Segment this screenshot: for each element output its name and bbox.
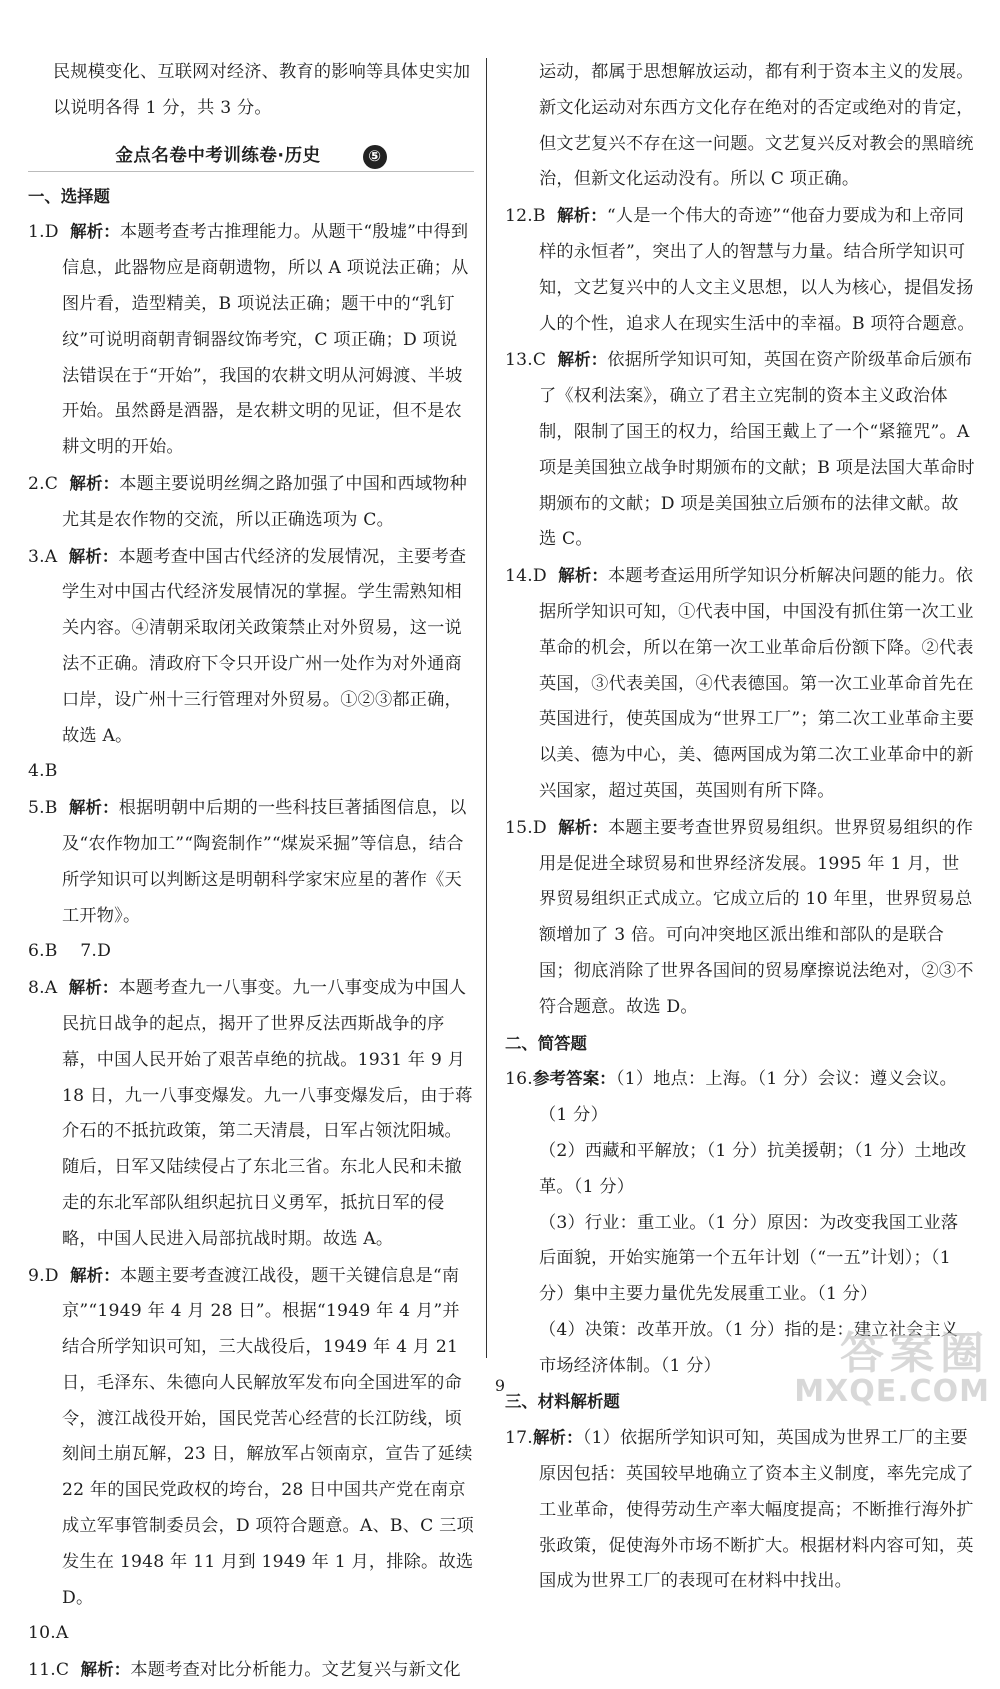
watermark-logo (794, 1328, 990, 1409)
answer-16: 16.参考答案：（1）地点：上海。（1 分）会议：遵义会议。（1 分） (505, 1069, 957, 1126)
section-heading-material: 三、材料解析题 (505, 1392, 620, 1412)
answer-6-7: 6.B 7.D (28, 941, 112, 962)
answer-14: 14.D 解析：本题考查运用所学知识分析解决问题的能力。依据所学知识可知，①代表中国，中国没有抓住第一次工业革命的机会，所以在第一次工业革命后份额下降。②代表英国，③代表美国，④代表德国。第一次工业革命首先在英国进行，使英国成为“世界工厂”；第二次工业革命主要以美、德为中心，美、德两国成为第二次工业革命中的新兴国家，超过英国，英国则有所下降。 (505, 566, 975, 801)
exam-number-badge: ⑤ (363, 145, 387, 169)
watermark-bottom-text: MXQE.COM (794, 1374, 990, 1409)
left-column (28, 55, 474, 1689)
answer-15: 15.D 解析：本题主要考查世界贸易组织。世界贸易组织的作用是促进全球贸易和世界经济发展。1995 年 1 月，世界贸易组织正式成立。它成立后的 10 年里，世界贸易总额增加了 3 倍。可向冲突地区派出维和部队的是联合国；彻底消除了世界各国间的贸易摩擦说法绝对，②③不符合题意。故选 D。 (505, 817, 974, 1017)
answer-13: 13.C 解析：依据所学知识可知，英国在资产阶级革命后颁布了《权利法案》，确立了君主立宪制的资本主义政治体制，限制了国王的权力，给国王戴上了一个“紧箍咒”。A 项是美国独立战争时期颁布的文献；B 项是法国大革命时期颁布的文献；D 项是美国独立后颁布的法律文献。故选 C。 (505, 350, 975, 550)
answer-16-part-2: （2）西藏和平解放；（1 分）抗美援朝；（1 分）土地改革。（1 分） (539, 1140, 967, 1197)
column-divider (486, 58, 487, 1358)
answer-9: 9.D 解析：本题主要考查渡江战役，题干关键信息是“南京”“1949 年 4 月 28 日”。根据“1949 年 4 月”并结合所学知识可知，三大战役后，1949 年 4 月 21 日，毛泽东、朱德向人民解放军发布向全国进军的命令，渡江战役开始，国民党苦心经营的长江防线，顷刻间土崩瓦解，23 日，解放军占领南京，宣告了延续 22 年的国民党政权的垮台，28 日中国共产党在南京成立军事管制委员会，D 项符合题意。A、B、C 三项发生在 1948 年 11 月到 1949 年 1 月，排除。故选 D。 (28, 1265, 474, 1608)
answer-2: 2.C 解析：本题主要说明丝绸之路加强了中国和西域物种尤其是农作物的交流，所以正确选项为 C。 (28, 473, 468, 530)
banner-title: 金点名卷中考训练卷·历史 (115, 145, 321, 166)
answer-3: 3.A 解析：本题考查中国古代经济的发展情况，主要考查学生对中国古代经济发展情况的掌握。学生需熟知相关内容。④清朝采取闭关政策禁止对外贸易，这一说法不正确。清政府下令只开设广州一处作为对外通商口岸，设广州十三行管理对外贸易。①②③都正确，故选 A。 (28, 546, 467, 746)
answer-4: 4.B (28, 761, 58, 782)
answer-1: 1.D 解析：本题考查考古推理能力。从题干“殷墟”中得到信息，此器物应是商朝遗物，所以 A 项说法正确；从图片看，造型精美，B 项说法正确；题干中的“乳钉纹”可说明商朝青铜器纹饰考究，C 项正确；D 项说法错误在于“开始”，我国的农耕文明从河姆渡、半坡开始。虽然爵是酒器，是农耕文明的见证，但不是农耕文明的开始。 (28, 222, 469, 458)
exam-banner (28, 135, 474, 179)
section-heading-short: 二、简答题 (505, 1033, 587, 1053)
section-heading-choice: 一、选择题 (28, 186, 110, 206)
banner-rule (28, 171, 474, 172)
answer-8: 8.A 解析：本题考查九一八事变。九一八事变成为中国人民抗日战争的起点，揭开了世界反法西斯战争的序幕，中国人民开始了艰苦卓绝的抗战。1931 年 9 月 18 日，九一八事变爆发。九一八事变爆发后，由于蒋介石的不抵抗政策，第二天清晨，日军占领沈阳城。随后，日军又陆续侵占了东北三省。东北人民和未撤走的东北军部队组织起抗日义勇军，抵抗日军的侵略，中国人民进入局部抗战时期。故选 A。 (28, 978, 473, 1249)
continued-text: 民规模变化、互联网对经济、教育的影响等具体史实加 以说明各得 1 分，共 3 分。 (53, 62, 471, 118)
answer-12: 12.B 解析：“人是一个伟大的奇迹”“他奋力要成为和上帝同样的永恒者”，突出了人的智慧与力量。结合所学知识可知，文艺复兴中的人文主义思想，以人为核心，提倡发扬人的个性，追求人在现实生活中的幸福。B 项符合题意。 (505, 206, 975, 334)
page-number: 9 (494, 1376, 506, 1395)
answer-5: 5.B 解析：根据明朝中后期的一些科技巨著插图信息，以及“农作物加工”“陶瓷制作”“煤炭采掘”等信息，结合所学知识可以判断这是明朝科学家宋应星的著作《天工开物》。 (28, 798, 467, 926)
answer-17: 17.解析：（1）依据所学知识可知，英国成为世界工厂的主要原因包括：英国较早地确立了资本主义制度，率先完成了工业革命，使得劳动生产率大幅度提高；不断推行海外扩张政策，促使海外市场不断扩大。根据材料内容可知，英国成为世界工厂的表现可在材料中找出。 (505, 1428, 974, 1592)
answer-16-part-4: （4）决策：改革开放。（1 分）指的是：建立社会主义市场经济体制。（1 分） (539, 1319, 959, 1376)
answer-11-continued: 运动，都属于思想解放运动，都有利于资本主义的发展。新文化运动对东西方文化存在绝对的否定或绝对的肯定，但文艺复兴不存在这一问题。文艺复兴反对教会的黑暗统治，但新文化运动没有。所以 C 项正确。 (539, 62, 974, 190)
answer-10: 10.A (28, 1623, 69, 1644)
answer-11-start: 11.C 解析：本题考查对比分析能力。文艺复兴与新文化 (28, 1660, 461, 1681)
answer-16-part-3: （3）行业：重工业。（1 分）原因：为改变我国工业落后面貌，开始实施第一个五年计划（“一五”计划）；（1 分）集中主要力量优先发展重工业。（1 分） (539, 1212, 959, 1305)
watermark-top-text: 答案圈 (840, 1328, 990, 1379)
